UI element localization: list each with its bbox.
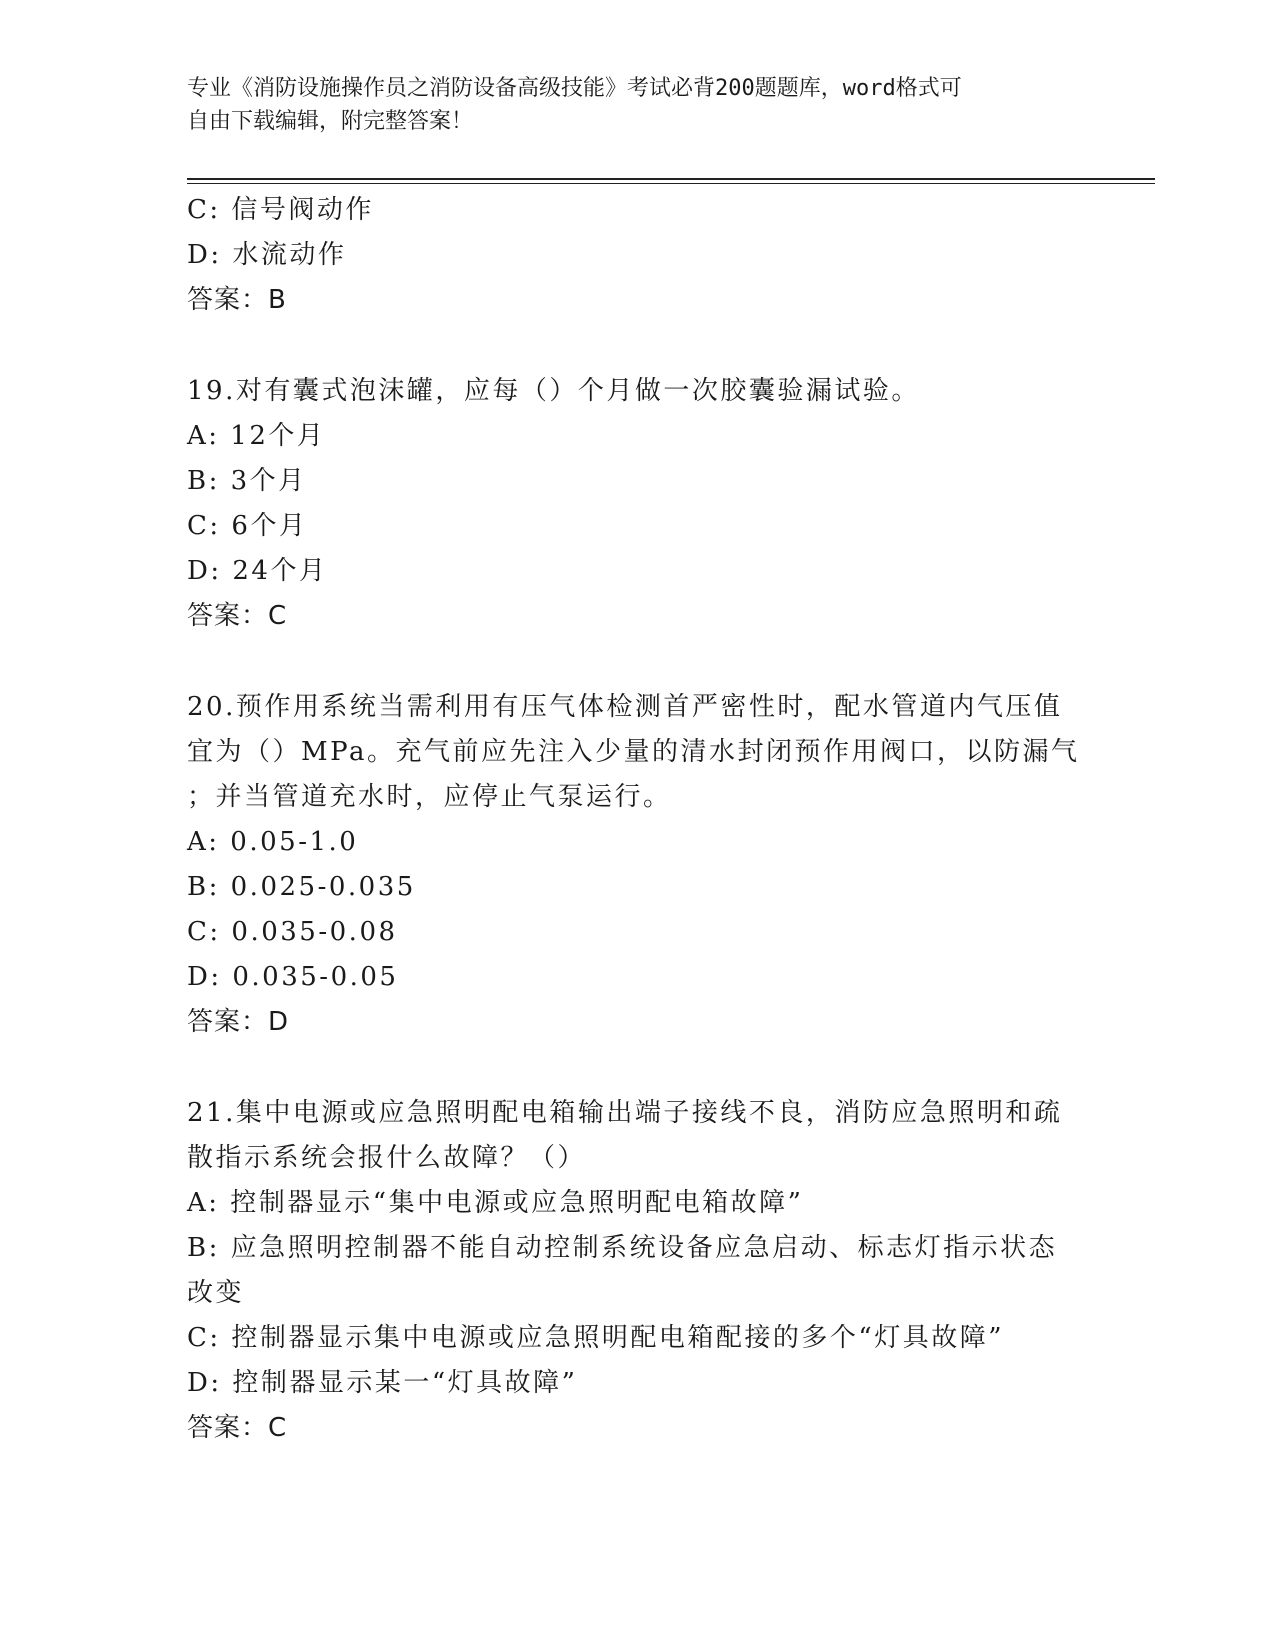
document-header <box>187 72 1087 138</box>
question-21 <box>187 1091 1087 1451</box>
answer-line: 答案：B <box>187 285 287 315</box>
question-stem-line-2: 宜为（）MPa。充气前应先注入少量的清水封闭预作用阀口，以防漏气 <box>187 737 1080 767</box>
answer-line: 答案：C <box>187 601 288 631</box>
option-c: C: 0.035-0.08 <box>187 917 398 947</box>
option-a: A: 控制器显示“集中电源或应急照明配电箱故障” <box>187 1188 804 1218</box>
option-c: C: 控制器显示集中电源或应急照明配电箱配接的多个“灯具故障” <box>187 1323 1005 1353</box>
header-line-1: 专业《消防设施操作员之消防设备高级技能》考试必背200题题库，word格式可 <box>187 76 962 101</box>
question-20 <box>187 685 1087 1045</box>
question-stem-line-3: ；并当管道充水时，应停止气泵运行。 <box>187 782 672 812</box>
option-b-continued: 改变 <box>187 1278 245 1308</box>
option-d: D: 控制器显示某一“灯具故障” <box>187 1368 578 1398</box>
option-a: A: 0.05-1.0 <box>187 827 359 857</box>
option-d: D: 水流动作 <box>187 240 347 270</box>
question-19 <box>187 369 1087 639</box>
spacer <box>187 323 1087 369</box>
prev-question-block <box>187 188 1087 323</box>
question-content <box>187 188 1087 1451</box>
spacer <box>187 1045 1087 1091</box>
answer-line: 答案：C <box>187 1413 288 1443</box>
option-d: D: 24个月 <box>187 556 328 586</box>
option-b: B: 3个月 <box>187 466 307 496</box>
option-d: D: 0.035-0.05 <box>187 962 399 992</box>
question-stem-line-1: 20.预作用系统当需利用有压气体检测首严密性时，配水管道内气压值 <box>187 692 1063 722</box>
option-b: B: 应急照明控制器不能自动控制系统设备应急启动、标志灯指示状态 <box>187 1233 1058 1263</box>
header-divider-thick <box>187 178 1155 180</box>
spacer <box>187 639 1087 685</box>
option-c: C: 信号阀动作 <box>187 195 374 225</box>
question-stem: 19.对有囊式泡沫罐，应每（）个月做一次胶囊验漏试验。 <box>187 376 920 406</box>
question-stem-line-2: 散指示系统会报什么故障？（） <box>187 1143 587 1173</box>
header-divider-thin <box>187 183 1155 184</box>
option-a: A: 12个月 <box>187 421 326 451</box>
option-b: B: 0.025-0.035 <box>187 872 416 902</box>
question-stem-line-1: 21.集中电源或应急照明配电箱输出端子接线不良，消防应急照明和疏 <box>187 1098 1063 1128</box>
header-line-2: 自由下载编辑，附完整答案！ <box>187 109 474 134</box>
option-c: C: 6个月 <box>187 511 308 541</box>
answer-line: 答案：D <box>187 1007 290 1037</box>
